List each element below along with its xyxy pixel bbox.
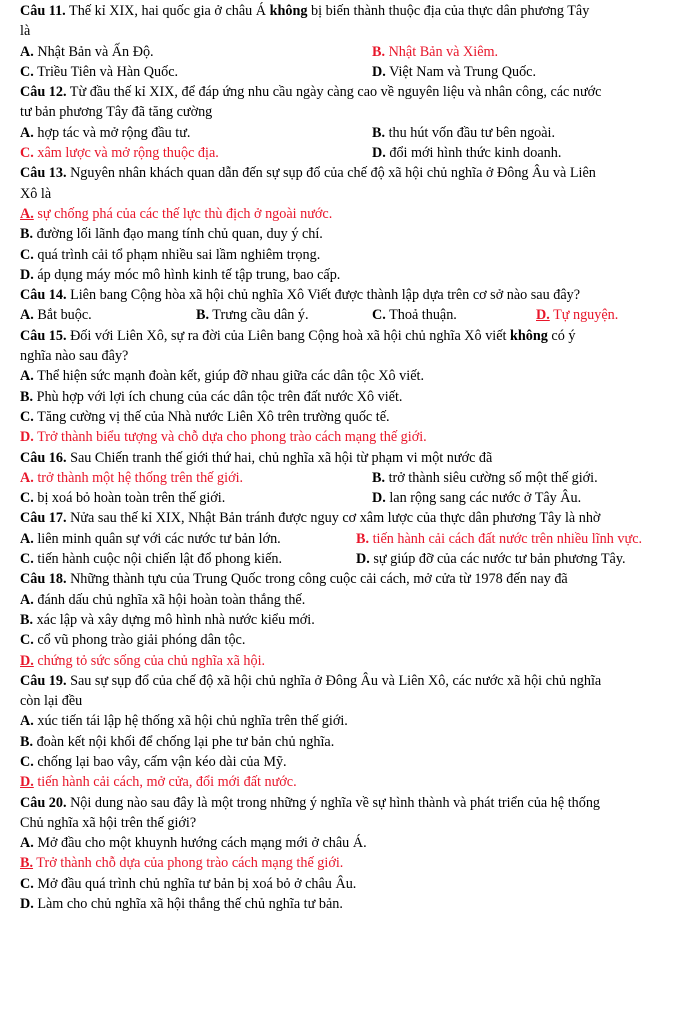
option-d[interactable]: D. Việt Nam và Trung Quốc.: [372, 63, 537, 80]
question-16: [20, 448, 682, 509]
option-b[interactable]: B. đoàn kết nội khối để chống lại phe tư bản chủ nghĩa.: [20, 733, 335, 750]
question-14: [20, 285, 682, 326]
question-stem: Câu 18. Những thành tựu của Trung Quốc trong công cuộc cải cách, mở cửa từ 1978 đến nay đã: [20, 571, 568, 588]
option-b[interactable]: B. thu hút vốn đầu tư bên ngoài.: [372, 124, 556, 141]
option-c[interactable]: C. cổ vũ phong trào giải phóng dân tộc.: [20, 632, 246, 649]
question-stem-cont: nghĩa nào sau đây?: [20, 348, 129, 365]
option-row: [20, 305, 682, 325]
question-number: Câu 14.: [20, 287, 67, 304]
question-20: [20, 793, 682, 915]
question-stem: Câu 19. Sau sự sụp đổ của chế độ xã hội chủ nghĩa ở Đông Âu và Liên Xô, các nước xã hội chủ nghĩa: [20, 672, 602, 689]
question-13: [20, 163, 682, 285]
question-11: [20, 1, 682, 82]
question-stem-cont: Xô là: [20, 185, 52, 202]
option-a[interactable]: A. sự chống phá của các thế lực thù địch ở ngoài nước.: [20, 205, 333, 222]
option-c[interactable]: C. Thoả thuận.: [372, 307, 457, 324]
option-d[interactable]: D. áp dụng máy móc mô hình kinh tế tập trung, bao cấp.: [20, 266, 341, 283]
question-stem-cont: là: [20, 23, 31, 40]
option-a[interactable]: A. trở thành một hệ thống trên thế giới.: [20, 469, 244, 486]
option-b[interactable]: B. Trưng cầu dân ý.: [196, 307, 309, 324]
option-c[interactable]: C. tiến hành cuộc nội chiến lật đổ phong kiến.: [20, 551, 283, 568]
option-d[interactable]: D. chứng tỏ sức sống của chủ nghĩa xã hội.: [20, 652, 266, 669]
option-c[interactable]: C. Tăng cường vị thế của Nhà nước Liên Xô trên trường quốc tế.: [20, 408, 390, 425]
question-number: Câu 19.: [20, 672, 67, 689]
option-a[interactable]: A. đánh dấu chủ nghĩa xã hội hoàn toàn thắng thế.: [20, 591, 306, 608]
emphasis-text: không: [269, 3, 308, 19]
question-stem: Câu 13. Nguyên nhân khách quan dẫn đến sự sụp đổ của chế độ xã hội chủ nghĩa ở Đông Âu và Liên: [20, 165, 596, 182]
option-row: [20, 123, 682, 143]
option-b[interactable]: B. đường lối lãnh đạo mang tính chủ quan, duy ý chí.: [20, 226, 323, 243]
option-row: [20, 529, 682, 549]
question-stem: Câu 12. Từ đầu thế kỉ XIX, để đáp ứng nhu cầu ngày càng cao về nguyên liệu và nhân công, các nước: [20, 84, 602, 101]
option-a[interactable]: A. Thể hiện sức mạnh đoàn kết, giúp đỡ nhau giữa các dân tộc Xô viết.: [20, 368, 425, 385]
option-d[interactable]: D. lan rộng sang các nước ở Tây Âu.: [372, 490, 582, 507]
question-number: Câu 12.: [20, 84, 67, 101]
option-d[interactable]: D. sự giúp đỡ của các nước tư bản phương Tây.: [356, 551, 626, 568]
option-d[interactable]: D. đổi mới hình thức kinh doanh.: [372, 145, 562, 162]
emphasis-text: không: [510, 327, 548, 344]
option-b[interactable]: B. Nhật Bản và Xiêm.: [372, 43, 499, 60]
question-15: [20, 326, 682, 448]
question-stem: Câu 16. Sau Chiến tranh thế giới thứ hai, chủ nghĩa xã hội từ phạm vi một nước đã: [20, 449, 493, 466]
option-b[interactable]: B. Trở thành chỗ dựa của phong trào cách mạng thế giới.: [20, 855, 344, 872]
question-number: Câu 15.: [20, 327, 67, 344]
option-b[interactable]: B. xác lập và xây dựng mô hình nhà nước kiểu mới.: [20, 611, 315, 628]
option-row: [20, 488, 682, 508]
option-d[interactable]: D. Làm cho chủ nghĩa xã hội thắng thế chủ nghĩa tư bản.: [20, 896, 343, 913]
question-19: [20, 671, 682, 793]
option-c[interactable]: C. Triều Tiên và Hàn Quốc.: [20, 63, 179, 80]
option-a[interactable]: A. Nhật Bản và Ấn Độ.: [20, 43, 154, 60]
option-c[interactable]: C. xâm lược và mở rộng thuộc địa.: [20, 145, 219, 162]
question-stem-cont: tư bản phương Tây đã tăng cường: [20, 104, 213, 121]
option-a[interactable]: A. liên minh quân sự với các nước tư bản lớn.: [20, 530, 281, 547]
option-row: [20, 549, 682, 569]
option-a[interactable]: A. hợp tác và mở rộng đầu tư.: [20, 124, 191, 141]
question-stem: Câu 15. Đối với Liên Xô, sự ra đời của Liên bang Cộng hoà xã hội chủ nghĩa Xô viết không có ý: [20, 327, 576, 344]
option-c[interactable]: C. bị xoá bỏ hoàn toàn trên thế giới.: [20, 490, 226, 507]
question-number: Câu 18.: [20, 571, 67, 588]
question-stem: Câu 20. Nội dung nào sau đây là một trong những ý nghĩa về sự hình thành và phát triển của hệ thống: [20, 794, 601, 811]
option-row: [20, 62, 682, 82]
question-18: [20, 569, 682, 670]
question-number: Câu 13.: [20, 165, 67, 182]
option-c[interactable]: C. quá trình cải tổ phạm nhiều sai lầm nghiêm trọng.: [20, 246, 321, 263]
option-b[interactable]: B. trở thành siêu cường số một thế giới.: [372, 469, 598, 486]
question-stem: Câu 14. Liên bang Cộng hòa xã hội chủ nghĩa Xô Viết được thành lập dựa trên cơ sở nào sau đây?: [20, 287, 581, 304]
question-number: Câu 20.: [20, 794, 67, 811]
option-a[interactable]: A. xúc tiến tái lập hệ thống xã hội chủ nghĩa trên thế giới.: [20, 713, 348, 730]
question-number: Câu 11.: [20, 3, 66, 19]
option-c[interactable]: C. Mở đầu quá trình chủ nghĩa tư bản bị xoá bỏ ở châu Âu.: [20, 875, 357, 892]
question-stem-cont: Chủ nghĩa xã hội trên thế giới?: [20, 814, 197, 831]
question-stem: Câu 11. Thế kỉ XIX, hai quốc gia ở châu Á không bị biến thành thuộc địa của thực dân phương Tây: [20, 3, 590, 19]
option-b[interactable]: B. Phù hợp với lợi ích chung của các dân tộc trên đất nước Xô viết.: [20, 388, 403, 405]
question-stem-cont: còn lại đều: [20, 693, 83, 710]
option-b[interactable]: B. tiến hành cải cách đất nước trên nhiều lĩnh vực.: [356, 530, 643, 547]
option-d[interactable]: D. tiến hành cải cách, mở cửa, đổi mới đất nước.: [20, 774, 297, 791]
question-stem: Câu 17. Nửa sau thế kỉ XIX, Nhật Bản tránh được nguy cơ xâm lược của thực dân phương Tây là nhờ: [20, 510, 601, 527]
option-a[interactable]: A. Mở đầu cho một khuynh hướng cách mạng mới ở châu Á.: [20, 835, 367, 852]
question-number: Câu 16.: [20, 449, 67, 466]
question-17: [20, 508, 682, 569]
option-row: [20, 468, 682, 488]
option-row: [20, 143, 682, 163]
option-a[interactable]: A. Bắt buộc.: [20, 307, 92, 324]
question-12: [20, 82, 682, 163]
option-row: [20, 42, 682, 62]
option-d[interactable]: D. Tự nguyện.: [536, 307, 619, 324]
question-number: Câu 17.: [20, 510, 67, 527]
document-body: [20, 1, 682, 914]
option-d[interactable]: D. Trở thành biểu tượng và chỗ dựa cho phong trào cách mạng thế giới.: [20, 429, 427, 446]
option-c[interactable]: C. chống lại bao vây, cấm vận kéo dài của Mỹ.: [20, 753, 287, 770]
